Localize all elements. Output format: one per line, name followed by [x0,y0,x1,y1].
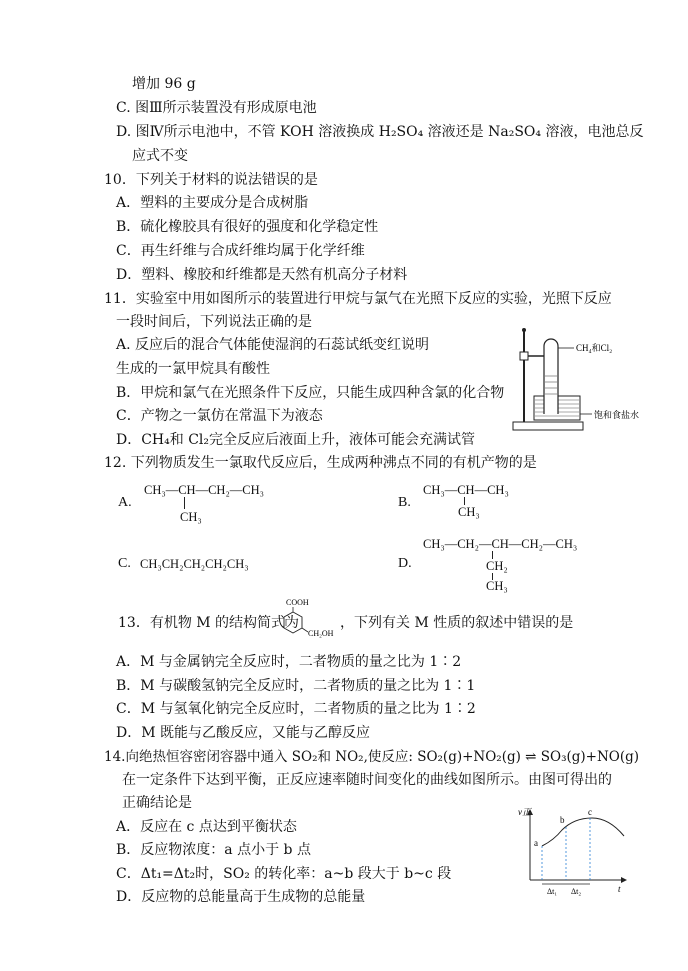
q11-option-a-line1: A. 反应后的混合气体能使湿润的石蕊试纸变红说明 [116,337,430,353]
q11-option-b: B．甲烷和氯气在光照条件下反应，只能生成四种含氯的化合物 [116,385,505,401]
q13-stem-post: ，下列有关 M 性质的叙述中错误的是 [340,615,574,631]
point-c-label: c [588,807,592,817]
q14-stem-line3: 正确结论是 [122,795,192,811]
q12-d-branch2: CH₃ [486,579,508,593]
struct-cooh-label: COOH [286,598,309,607]
q12-b-main-chain: CH₃—CH—CH₃ [423,483,509,497]
q12-a-main-chain: CH₃—CH—CH₂—CH₃ [144,483,265,497]
q13-option-b: B．M 与碳酸氢钠完全反应时，二者物质的量之比为 1∶1 [116,678,476,694]
q14-option-a: A．反应在 c 点达到平衡状态 [116,819,297,835]
q12-label-d: D. [398,556,412,571]
q12-b-branch: CH₃ [458,505,480,519]
q10-option-a: A．塑料的主要成分是合成树脂 [116,195,309,211]
dt2-label: Δt₂ [571,887,582,896]
q12-stem: 12. 下列物质发生一氯取代反应后，生成两种沸点不同的有机产物的是 [104,455,537,471]
q14-stem-line1: 14.向绝热恒容密闭容器中通入 SO₂和 NO₂,使反应: SO₂(g)+NO₂(g) ⇌ SO₃(g)+NO(g) [104,749,640,765]
q11-option-a-line2: 生成的一氯甲烷具有酸性 [116,361,270,377]
q11-stem-line1: 11．实验室中用如图所示的装置进行甲烷与氯气在光照下反应的实验，光照下反应 [104,291,612,307]
point-b-label: b [560,815,565,825]
q11-stem-line2: 一段时间后，下列说法正确的是 [116,314,312,330]
q13-option-a: A．M 与金属钠完全反应时，二者物质的量之比为 1∶2 [116,654,462,670]
q12-c-formula: CH₃CH₂CH₂CH₂CH₃ [140,557,249,571]
point-a-label: a [534,838,538,848]
q12-a-bond [184,497,185,509]
q13-stem-pre: 13．有机物 M 的结构简式为 [118,615,300,631]
fig-water-label: 饱和食盐水 [594,410,640,420]
rate-time-graph [514,806,632,896]
fig-gas-label: CH₄和Cl₂ [576,343,613,353]
q13-option-d: D．M 既能与乙酸反应，又能与乙醇反应 [116,725,371,741]
q13-option-c: C．M 与氢氧化钠完全反应时，二者物质的量之比为 1∶2 [116,701,476,717]
q14-option-d: D．反应物的总能量高于生成物的总能量 [116,889,366,905]
q14-stem-line2: 在一定条件下达到平衡，正反应速率随时间变化的曲线如图所示。由图可得出的 [122,772,612,788]
q12-d-branch1: CH₂ [486,559,508,573]
q12-label-a: A. [118,495,132,510]
q12-a-branch: CH₃ [180,510,202,524]
dt1-label: Δt₁ [547,887,558,896]
q13-structure-figure [274,596,344,642]
q10-option-b: B．硫化橡胶具有很好的强度和化学稳定性 [116,219,379,235]
q11-option-c: C．产物之一氯仿在常温下为液态 [116,408,323,424]
q9-option-d-line1: D. 图Ⅳ所示电池中，不管 KOH 溶液换成 H₂SO₄ 溶液还是 Na₂SO₄ 溶液，电池总反 [116,124,644,140]
q10-stem: 10．下列关于材料的说法错误的是 [104,172,318,188]
q14-option-b: B．反应物浓度：a 点小于 b 点 [116,842,311,858]
rate-curve [542,818,624,846]
q14-option-c: C．Δt₁=Δt₂时，SO₂ 的转化率：a~b 段大于 b~c 段 [116,866,452,882]
q9-option-c: C. 图Ⅲ所示装置没有形成原电池 [116,100,317,116]
q9-continuation: 增加 96 g [132,76,196,92]
x-axis-label: t [618,884,621,894]
q12-b-bond [464,497,465,505]
q10-option-c: C．再生纤维与合成纤维均属于化学纤维 [116,243,365,259]
q12-label-b: B. [398,495,411,510]
q12-d-bond1 [492,551,493,559]
y-axis-label: v正 [518,807,531,817]
q12-d-main-chain: CH₃—CH₂—CH—CH₂—CH₃ [423,537,578,551]
methane-chlorine-apparatus-figure [508,326,648,436]
q10-option-d: D．塑料、橡胶和纤维都是天然有机高分子材料 [116,267,408,283]
struct-ch2oh-label: CH₂OH [308,629,334,638]
q11-option-d: D．CH₄和 Cl₂完全反应后液面上升，液体可能会充满试管 [116,432,476,448]
q12-label-c: C. [118,556,131,571]
q9-option-d-line2: 应式不变 [132,148,188,164]
